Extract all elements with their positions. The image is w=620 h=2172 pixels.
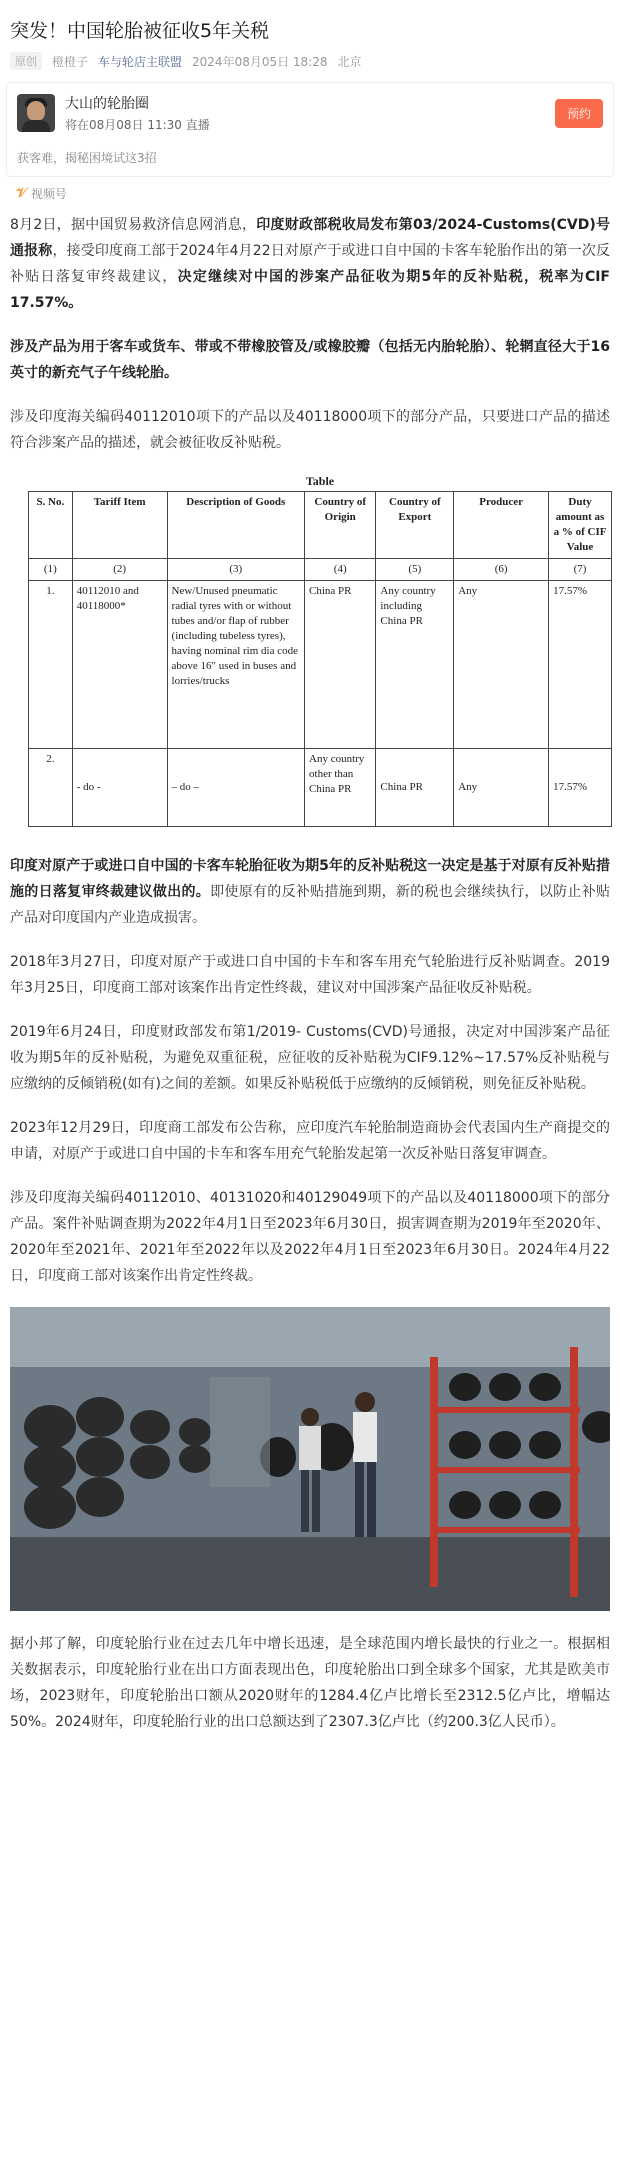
table-header: Country of Export <box>376 492 454 559</box>
table-cell: (4) <box>305 559 376 581</box>
reserve-button[interactable]: 预约 <box>555 99 603 128</box>
table-cell: Any <box>454 581 549 749</box>
table-caption: Table <box>305 474 335 488</box>
table-header: Duty amount as a % of CIF Value <box>549 492 612 559</box>
tire-factory-photo <box>10 1307 610 1611</box>
avatar <box>17 94 55 132</box>
paragraph-5: 2018年3月27日，印度对原产于或进口自中国的卡车和客车用充气轮胎进行反补贴调查。2019年3月25日，印度商工部对该案作出肯定性终裁，建议对中国涉案产品征收反补贴税。 <box>10 954 610 996</box>
table-cell: 17.57% <box>549 749 612 827</box>
table-cell: (5) <box>376 559 454 581</box>
table-row <box>29 749 612 827</box>
table-cell: New/Unused pneumatic radial tyres with or without tubes and/or flap of rubber (including tubeless tyres), having nominal rim dia code above 16" used in buses and lorries/trucks <box>167 581 304 749</box>
video-channel-label: 视频号 <box>30 187 67 201</box>
paragraph-8: 涉及印度海关编码40112010、40131020和40129049项下的产品以及40118000项下的部分产品。案件补贴调查期为2022年4月1日至2023年6月30日，损害调查期为2019年至2020年、2020年至2021年、2021年至2022年以及2022年4月1日至2023年6月30日。2024年4月22日，印度商工部对该案作出肯定性终裁。 <box>10 1190 610 1284</box>
live-subtitle: 获客难，揭秘困境试这3招 <box>17 151 157 165</box>
table-cell: 40112010 and 40118000* <box>72 581 167 749</box>
publish-datetime: 2024年08月05日 18:28 <box>192 54 328 69</box>
account-link[interactable]: 车与轮店主联盟 <box>98 54 183 69</box>
paragraph-1: 8月2日，据中国贸易救济信息网消息，印度财政部税收局发布第03/2024-Customs(CVD)号通报称，接受印度商工部于2024年4月22日对原产于或进口自中国的卡客车轮胎作出的第一次反补贴日落复审终裁建议，决定继续对中国的涉案产品征收为期5年的反补贴税，税率为CIF 17.57%。 <box>10 217 611 311</box>
table-header: Country of Origin <box>305 492 376 559</box>
table-cell: (6) <box>454 559 549 581</box>
live-reservation-card[interactable] <box>6 82 614 177</box>
paragraph-7: 2023年12月29日，印度商工部发布公告称，应印度汽车轮胎制造商协会代表国内生产商提交的申请，对原产于或进口自中国的卡车和客车用充气轮胎发起第一次反补贴日落复审调查。 <box>10 1120 610 1162</box>
table-cell: Any <box>454 749 549 827</box>
article-body <box>0 212 620 1289</box>
live-time: 将在08月08日 11:30 直播 <box>65 118 210 132</box>
tariff-table <box>28 491 612 827</box>
table-cell: (3) <box>167 559 304 581</box>
table-cell: Any country including China PR <box>376 581 454 749</box>
table-cell: China PR <box>305 581 376 749</box>
tariff-table-image <box>28 474 612 827</box>
table-header: S. No. <box>29 492 73 559</box>
table-cell: (2) <box>72 559 167 581</box>
paragraph-3: 涉及印度海关编码40112010项下的产品以及40118000项下的部分产品，只要进口产品的描述符合涉案产品的描述，就会被征收反补贴税。 <box>10 409 610 451</box>
video-channel-icon: 𝒱 <box>16 186 27 201</box>
table-header-row <box>29 492 612 559</box>
table-cell: 17.57% <box>549 581 612 749</box>
table-cell: (7) <box>549 559 612 581</box>
publish-location: 北京 <box>337 54 362 69</box>
video-channel-link[interactable] <box>0 177 620 212</box>
table-cell: – do – <box>167 749 304 827</box>
table-cell: Any country other than China PR <box>305 749 376 827</box>
live-channel-name: 大山的轮胎圈 <box>65 96 149 112</box>
paragraph-9: 据小邦了解，印度轮胎行业在过去几年中增长迅速，是全球范围内增长最快的行业之一。根据相关数据表示，印度轮胎行业在出口方面表现出色，印度轮胎出口到全球多个国家，尤其是欧美市场，2023财年，印度轮胎出口额从2020财年的1284.4亿卢比增长至2312.5亿卢比，增幅达50%。2024财年，印度轮胎行业的出口总额达到了2307.3亿卢比（约200.3亿人民币）。 <box>10 1636 610 1730</box>
article-body-end <box>0 1631 620 1735</box>
table-cell: - do - <box>72 749 167 827</box>
paragraph-2: 涉及产品为用于客车或货车、带或不带橡胶管及/或橡胶瓣（包括无内胎轮胎）、轮辋直径大于16英寸的新充气子午线轮胎。 <box>10 339 610 381</box>
table-cell: 2. <box>29 749 73 827</box>
table-cell: 1. <box>29 581 73 749</box>
article-title: 突发！中国轮胎被征收5年关税 <box>10 20 270 42</box>
paragraph-6: 2019年6月24日，印度财政部发布第1/2019- Customs(CVD)号通报，决定对中国涉案产品征收为期5年的反补贴税，为避免双重征税，应征收的反补贴税为CIF9.12%~17.57%反补贴税与应缴纳的反倾销税(如有)之间的差额。如果反补贴税低于应缴纳的反倾销税，则免征反补贴税。 <box>10 1024 610 1092</box>
table-cell: (1) <box>29 559 73 581</box>
original-tag: 原创 <box>10 52 42 70</box>
table-header: Producer <box>454 492 549 559</box>
table-cell: China PR <box>376 749 454 827</box>
table-colnum-row <box>29 559 612 581</box>
paragraph-4: 印度对原产于或进口自中国的卡客车轮胎征收为期5年的反补贴税这一决定是基于对原有反补贴措施的日落复审终裁建议做出的。即使原有的反补贴措施到期，新的税也会继续执行，以防止补贴产品对印度国内产业造成损害。 <box>10 858 611 926</box>
article-meta <box>0 52 620 82</box>
table-header: Tariff Item <box>72 492 167 559</box>
table-row <box>29 581 612 749</box>
author-name: 橙橙子 <box>52 54 89 69</box>
table-header: Description of Goods <box>167 492 304 559</box>
